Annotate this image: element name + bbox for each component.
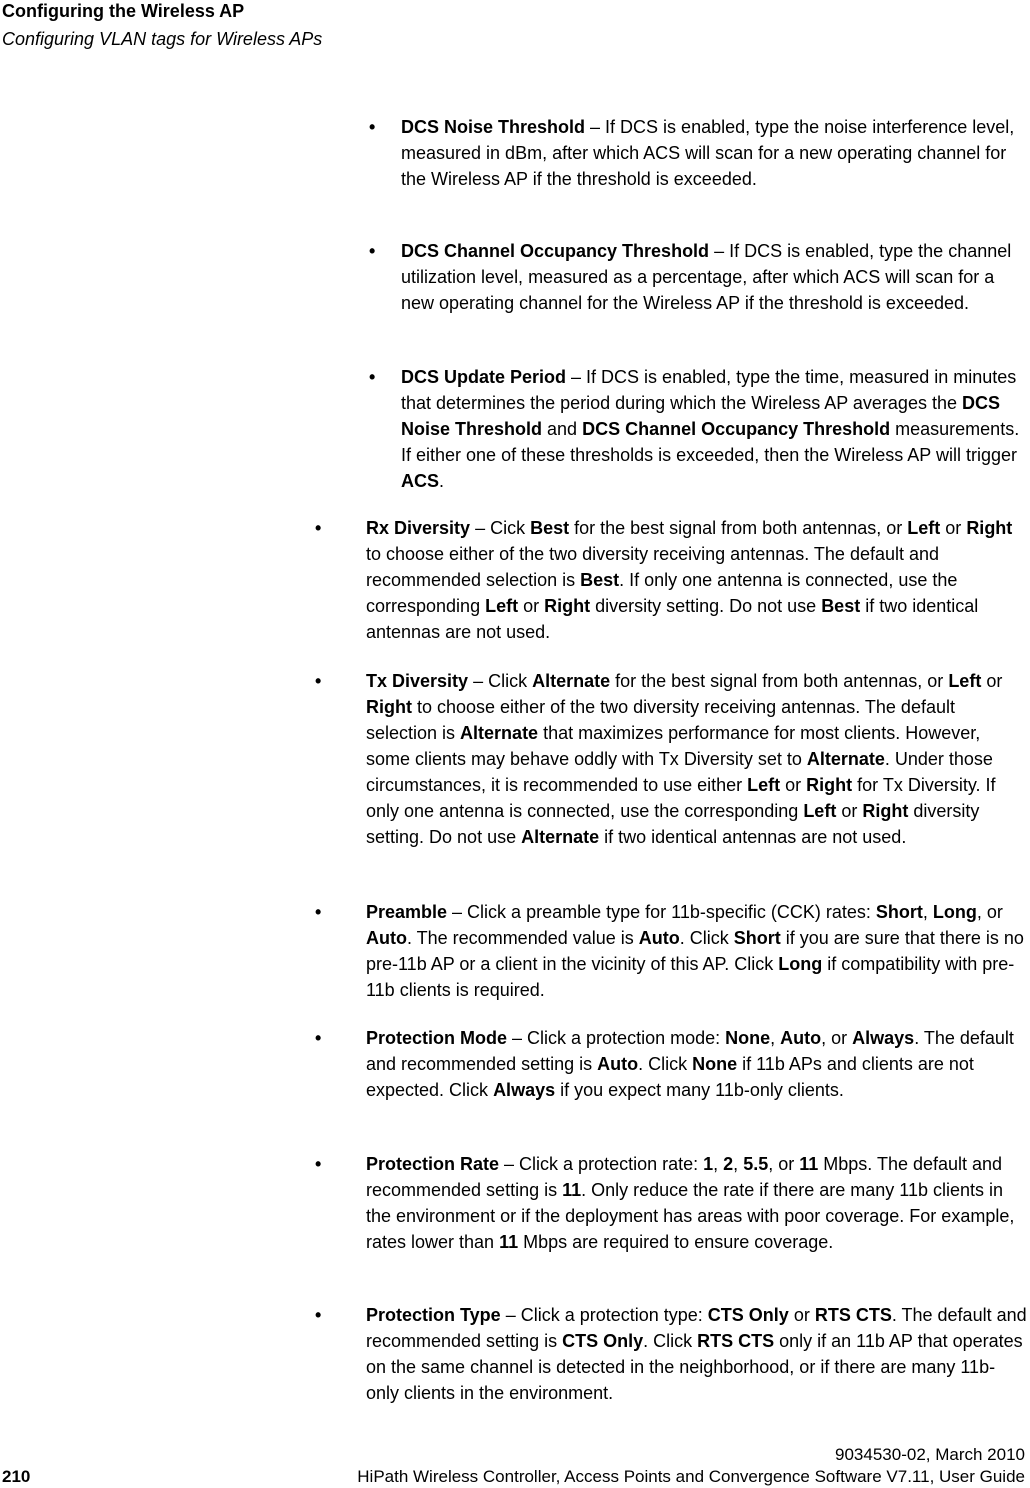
bold-term: Auto: [638, 928, 680, 948]
bold-term: Left: [803, 801, 837, 821]
body-text: to choose either of the two diversity receiving antennas. The default and recommended selection is: [366, 544, 940, 590]
body-text: if two identical antennas are not used.: [366, 596, 979, 642]
body-text: diversity setting. Do not use: [590, 596, 822, 616]
body-text: ,: [733, 1154, 744, 1174]
list-item-text: [401, 364, 1028, 494]
bold-term: Protection Rate: [366, 1154, 500, 1174]
list-item-protection-type: [315, 1302, 1028, 1406]
bold-term: Protection Mode: [366, 1028, 508, 1048]
bullet: •: [369, 117, 376, 137]
body-text: if you expect many 11b-only clients.: [555, 1080, 844, 1100]
bold-term: DCS Channel Occupancy Threshold: [582, 419, 891, 439]
bullet: •: [369, 367, 376, 387]
body-text: . Under those circumstances, it is recommended to use either: [366, 749, 993, 795]
bold-term: 1: [703, 1154, 714, 1174]
bullet: •: [315, 518, 322, 538]
list-item-dcs-channel-occupancy-threshold: [369, 238, 1028, 316]
bold-term: Auto: [366, 928, 407, 948]
bold-term: Long: [932, 902, 977, 922]
bold-term: Short: [875, 902, 923, 922]
bold-term: Right: [806, 775, 853, 795]
body-text: . Click: [679, 928, 734, 948]
list-item-text: [366, 1151, 1028, 1255]
bold-term: CTS Only: [707, 1305, 789, 1325]
body-text: and: [542, 419, 583, 439]
list-item-protection-mode: [315, 1025, 1028, 1103]
bold-term: Right: [366, 697, 412, 717]
list-item-text: [401, 238, 1028, 316]
body-text: only if an 11b AP that operates on the same channel is detected in the neighborhood, or if there are many 11b-only clients in the environment.: [366, 1331, 1023, 1403]
bold-term: Right: [862, 801, 909, 821]
body-text: ,: [713, 1154, 724, 1174]
body-text: – If DCS is enabled, type the noise interference level, measured in dBm, after which ACS will scan for a new operating channel for the Wireless AP if the threshold is exceeded.: [401, 117, 1015, 189]
body-text: for the best signal from both antennas, or: [610, 671, 949, 691]
bullet: •: [315, 1305, 322, 1325]
body-text: . Click: [643, 1331, 698, 1351]
list-item-text: [366, 1025, 1028, 1103]
body-text: or: [788, 1305, 815, 1325]
body-text: or: [518, 596, 545, 616]
list-item-dcs-noise-threshold: [369, 114, 1028, 192]
bold-term: DCS Noise Threshold: [401, 117, 586, 137]
footer-doc-title: HiPath Wireless Controller, Access Points and Convergence Software V7.11, User Guide: [357, 1467, 1025, 1486]
bold-term: 5.5: [743, 1154, 769, 1174]
body-text: if two identical antennas are not used.: [599, 827, 907, 847]
bold-term: RTS CTS: [814, 1305, 892, 1325]
body-text: – If DCS is enabled, type the time, measured in minutes that determines the period during which the Wireless AP averages the: [401, 367, 1017, 413]
header-title: Configuring the Wireless AP: [2, 1, 245, 21]
bold-term: 11: [562, 1180, 582, 1200]
bold-term: Left: [948, 671, 982, 691]
body-text: , or: [976, 902, 1003, 922]
body-text: to choose either of the two diversity receiving antennas. The default selection is: [366, 697, 955, 743]
body-text: – Cick: [470, 518, 531, 538]
bullet: •: [315, 902, 322, 922]
list-item-tx-diversity: [315, 668, 1028, 850]
bold-term: 2: [723, 1154, 734, 1174]
bold-term: Alternate: [460, 723, 539, 743]
list-item-protection-rate: [315, 1151, 1028, 1255]
body-text: – Click a protection type:: [500, 1305, 708, 1325]
body-text: . The default and recommended setting is: [366, 1028, 1014, 1074]
bullet: •: [369, 241, 376, 261]
bold-term: Preamble: [366, 902, 448, 922]
bold-term: Right: [544, 596, 591, 616]
body-text: – Click a protection mode:: [507, 1028, 726, 1048]
bold-term: DCS Update Period: [401, 367, 567, 387]
bold-term: 11: [499, 1232, 519, 1252]
bold-term: Protection Type: [366, 1305, 501, 1325]
bold-term: DCS Noise Threshold: [401, 393, 1000, 439]
body-text: – Click a protection rate:: [499, 1154, 704, 1174]
body-text: or: [836, 801, 863, 821]
bold-term: None: [725, 1028, 771, 1048]
body-text: , or: [821, 1028, 853, 1048]
bold-term: Rx Diversity: [366, 518, 471, 538]
body-text: if you are sure that there is no pre-11b AP or a client in the vicinity of this AP. Click: [366, 928, 1024, 974]
bold-term: Left: [907, 518, 941, 538]
bold-term: DCS Channel Occupancy Threshold: [401, 241, 710, 261]
bold-term: Right: [966, 518, 1013, 538]
page-number: 210: [2, 1467, 31, 1486]
body-text: .: [439, 471, 445, 491]
bold-term: Left: [485, 596, 519, 616]
list-item-preamble: [315, 899, 1028, 1003]
bold-term: Short: [733, 928, 781, 948]
bullet: •: [315, 671, 322, 691]
bold-term: Auto: [780, 1028, 822, 1048]
body-text: Mbps are required to ensure coverage.: [518, 1232, 834, 1252]
body-text: that maximizes performance for most clients. However, some clients may behave oddly with Tx Diversity set to: [366, 723, 981, 769]
body-text: – If DCS is enabled, type the channel utilization level, measured as a percentage, after which ACS will scan for a new operating channel for the Wireless AP if the threshold is exceeded.: [401, 241, 1012, 313]
list-item-text: [366, 668, 1028, 850]
body-text: or: [981, 671, 1003, 691]
bullet: •: [315, 1154, 322, 1174]
bold-term: Long: [778, 954, 823, 974]
list-item-text: [401, 114, 1028, 192]
body-text: . If only one antenna is connected, use the corresponding: [366, 570, 958, 616]
header-subtitle: Configuring VLAN tags for Wireless APs: [2, 29, 323, 49]
body-text: . The default and recommended setting is: [366, 1305, 1027, 1351]
bold-term: Auto: [597, 1054, 639, 1074]
body-text: for Tx Diversity. If only one antenna is connected, use the corresponding: [366, 775, 996, 821]
footer-doc-id: 9034530-02, March 2010: [835, 1445, 1025, 1464]
bold-term: Alternate: [521, 827, 600, 847]
bold-term: None: [692, 1054, 738, 1074]
body-text: if compatibility with pre-11b clients is required.: [366, 954, 1015, 1000]
body-text: . Only reduce the rate if there are many 11b clients in the environment or if the deployment has areas with poor coverage. For example, rates lower than: [366, 1180, 1015, 1252]
body-text: ,: [770, 1028, 781, 1048]
body-text: – Click a preamble type for 11b-specific (CCK) rates:: [447, 902, 876, 922]
list-item-text: [366, 1302, 1028, 1406]
list-item-text: [366, 515, 1028, 645]
bold-term: Always: [493, 1080, 556, 1100]
body-text: – Click: [468, 671, 533, 691]
bold-term: Left: [747, 775, 781, 795]
bold-term: Always: [852, 1028, 915, 1048]
bold-term: Tx Diversity: [366, 671, 469, 691]
bold-term: Alternate: [806, 749, 885, 769]
body-text: for the best signal from both antennas, or: [569, 518, 908, 538]
body-text: or: [940, 518, 967, 538]
bold-term: RTS CTS: [697, 1331, 775, 1351]
body-text: Mbps. The default and recommended setting is: [366, 1154, 1003, 1200]
bold-term: 11: [799, 1154, 819, 1174]
body-text: . The recommended value is: [406, 928, 639, 948]
bold-term: Alternate: [532, 671, 611, 691]
bold-term: ACS: [401, 471, 440, 491]
list-item-text: [366, 899, 1028, 1003]
bold-term: Best: [821, 596, 861, 616]
body-text: , or: [768, 1154, 800, 1174]
bullet: •: [315, 1028, 322, 1048]
body-text: measurements. If either one of these thresholds is exceeded, then the Wireless AP will trigger: [401, 419, 1020, 465]
body-text: if 11b APs and clients are not expected. Click: [366, 1054, 974, 1100]
list-item-dcs-update-period: [369, 364, 1028, 494]
body-text: ,: [922, 902, 933, 922]
body-text: . Click: [638, 1054, 693, 1074]
bold-term: Best: [530, 518, 570, 538]
bold-term: Best: [580, 570, 620, 590]
body-text: diversity setting. Do not use: [366, 801, 980, 847]
bold-term: CTS Only: [562, 1331, 644, 1351]
list-item-rx-diversity: [315, 515, 1028, 645]
body-text: or: [780, 775, 807, 795]
